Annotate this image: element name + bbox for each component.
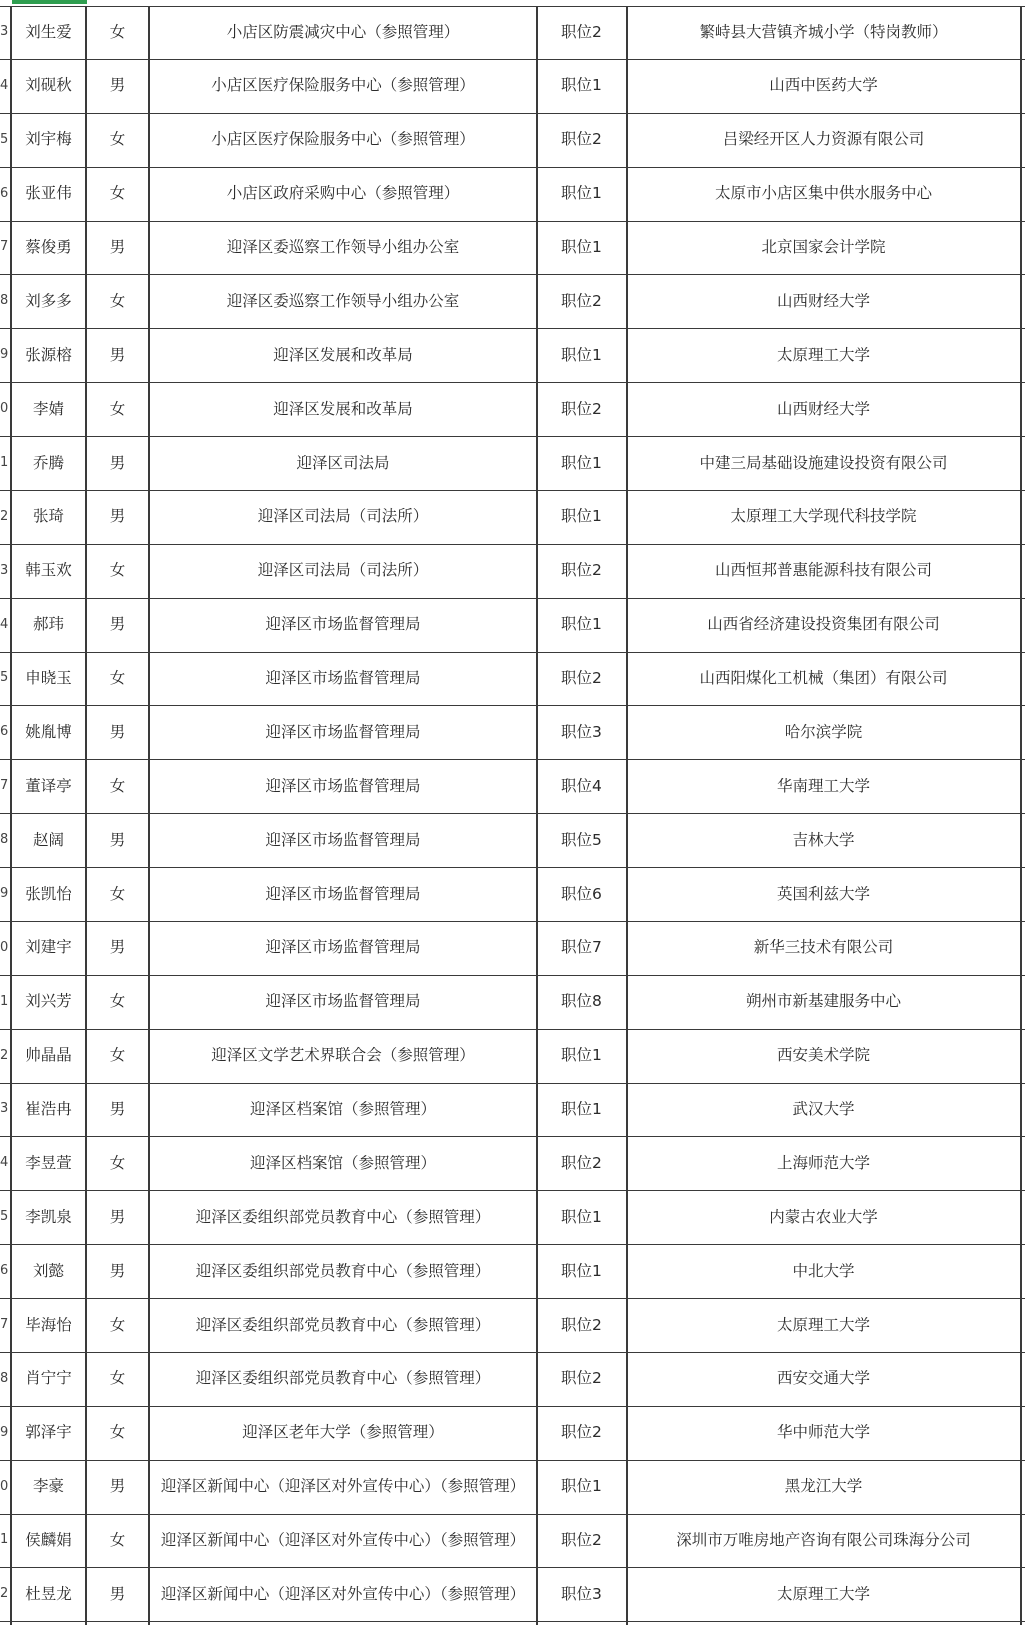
school-workplace-cell[interactable]: 繁峙县大营镇齐城小学（特岗教师） bbox=[699, 23, 948, 42]
position-cell[interactable]: 职位2 bbox=[561, 1315, 602, 1334]
employer-unit-cell[interactable]: 迎泽区市场监督管理局 bbox=[265, 615, 421, 634]
grid-line bbox=[85, 6, 87, 1625]
row-index-cell[interactable]: 6 bbox=[0, 724, 9, 740]
position-cell[interactable]: 职位6 bbox=[561, 884, 602, 903]
employer-unit-cell[interactable]: 小店区医疗保险服务中心（参照管理） bbox=[211, 130, 475, 149]
employer-unit-cell[interactable]: 迎泽区委组织部党员教育中心（参照管理） bbox=[195, 1207, 491, 1226]
table-row[interactable] bbox=[0, 383, 1025, 437]
row-index-cell[interactable]: 7 bbox=[0, 239, 9, 255]
name-cell[interactable]: 乔腾 bbox=[32, 453, 64, 472]
table-row[interactable] bbox=[0, 329, 1025, 383]
row-index-cell[interactable]: 0 bbox=[0, 939, 9, 955]
school-workplace-cell[interactable]: 北京国家会计学院 bbox=[761, 238, 886, 257]
table-row[interactable] bbox=[0, 1030, 1025, 1084]
table-row[interactable] bbox=[0, 653, 1025, 707]
position-cell[interactable]: 职位1 bbox=[561, 238, 602, 257]
table-row[interactable] bbox=[0, 814, 1025, 868]
row-index-cell[interactable]: 1 bbox=[0, 454, 9, 470]
gender-cell[interactable]: 女 bbox=[109, 1153, 126, 1172]
position-cell[interactable]: 职位1 bbox=[561, 507, 602, 526]
position-cell[interactable]: 职位2 bbox=[561, 291, 602, 310]
position-cell[interactable]: 职位5 bbox=[561, 830, 602, 849]
gender-cell[interactable]: 女 bbox=[109, 1369, 126, 1388]
row-index-cell[interactable]: 7 bbox=[0, 778, 9, 794]
name-cell[interactable]: 刘宇梅 bbox=[25, 130, 72, 149]
school-workplace-cell[interactable]: 山西阳煤化工机械（集团）有限公司 bbox=[699, 669, 948, 688]
table-row[interactable] bbox=[0, 976, 1025, 1030]
employer-unit-cell[interactable]: 迎泽区委组织部党员教育中心（参照管理） bbox=[195, 1315, 491, 1334]
employer-unit-cell[interactable]: 迎泽区委组织部党员教育中心（参照管理） bbox=[195, 1261, 491, 1280]
table-row[interactable] bbox=[0, 1191, 1025, 1245]
employer-unit-cell[interactable]: 迎泽区新闻中心（迎泽区对外宣传中心）（参照管理） bbox=[160, 1531, 526, 1550]
table-row[interactable] bbox=[0, 1353, 1025, 1407]
gender-cell[interactable]: 男 bbox=[109, 76, 126, 95]
table-row[interactable] bbox=[0, 1245, 1025, 1299]
gender-cell[interactable]: 男 bbox=[109, 1207, 126, 1226]
employer-unit-cell[interactable]: 迎泽区市场监督管理局 bbox=[265, 776, 421, 795]
position-cell[interactable]: 职位2 bbox=[561, 1153, 602, 1172]
gender-cell[interactable]: 男 bbox=[109, 1100, 126, 1119]
gender-cell[interactable]: 男 bbox=[109, 238, 126, 257]
gender-cell[interactable]: 女 bbox=[109, 1046, 126, 1065]
school-workplace-cell[interactable]: 山西财经大学 bbox=[776, 399, 870, 418]
row-index-cell[interactable]: 2 bbox=[0, 508, 9, 524]
name-cell[interactable]: 郭泽宇 bbox=[25, 1423, 72, 1442]
employer-unit-cell[interactable]: 迎泽区司法局（司法所） bbox=[257, 561, 429, 580]
position-cell[interactable]: 职位3 bbox=[561, 722, 602, 741]
employer-unit-cell[interactable]: 迎泽区老年大学（参照管理） bbox=[242, 1423, 444, 1442]
name-cell[interactable]: 刘生爱 bbox=[25, 23, 72, 42]
name-cell[interactable]: 韩玉欢 bbox=[25, 561, 72, 580]
row-index-cell[interactable]: 9 bbox=[0, 1424, 9, 1440]
school-workplace-cell[interactable]: 英国利兹大学 bbox=[776, 884, 870, 903]
employer-unit-cell[interactable]: 小店区防震减灾中心（参照管理） bbox=[226, 23, 460, 42]
school-workplace-cell[interactable]: 中建三局基础设施建设投资有限公司 bbox=[699, 453, 948, 472]
gender-cell[interactable]: 男 bbox=[109, 1584, 126, 1603]
name-cell[interactable]: 蔡俊勇 bbox=[25, 238, 72, 257]
gender-cell[interactable]: 男 bbox=[109, 615, 126, 634]
table-row[interactable] bbox=[0, 1299, 1025, 1353]
table-row[interactable] bbox=[0, 868, 1025, 922]
school-workplace-cell[interactable]: 太原理工大学 bbox=[776, 1584, 870, 1603]
table-row[interactable] bbox=[0, 1407, 1025, 1461]
employer-unit-cell[interactable]: 迎泽区市场监督管理局 bbox=[265, 722, 421, 741]
gender-cell[interactable]: 女 bbox=[109, 399, 126, 418]
gender-cell[interactable]: 男 bbox=[109, 1477, 126, 1496]
school-workplace-cell[interactable]: 西安交通大学 bbox=[776, 1369, 870, 1388]
gender-cell[interactable]: 男 bbox=[109, 507, 126, 526]
name-cell[interactable]: 张凯怡 bbox=[25, 884, 72, 903]
position-cell[interactable]: 职位2 bbox=[561, 130, 602, 149]
employer-unit-cell[interactable]: 迎泽区市场监督管理局 bbox=[265, 992, 421, 1011]
gender-cell[interactable]: 女 bbox=[109, 561, 126, 580]
row-index-cell[interactable]: 6 bbox=[0, 1263, 9, 1279]
school-workplace-cell[interactable]: 吉林大学 bbox=[792, 830, 855, 849]
position-cell[interactable]: 职位7 bbox=[561, 938, 602, 957]
name-cell[interactable]: 刘砚秋 bbox=[25, 76, 72, 95]
selected-column-indicator bbox=[12, 0, 87, 4]
school-workplace-cell[interactable]: 华南理工大学 bbox=[776, 776, 870, 795]
table-row[interactable] bbox=[0, 437, 1025, 491]
table-row[interactable] bbox=[0, 6, 1025, 60]
employer-unit-cell[interactable]: 迎泽区委组织部党员教育中心（参照管理） bbox=[195, 1369, 491, 1388]
position-cell[interactable]: 职位1 bbox=[561, 1207, 602, 1226]
row-index-cell[interactable]: 4 bbox=[0, 77, 9, 93]
employer-unit-cell[interactable]: 迎泽区市场监督管理局 bbox=[265, 884, 421, 903]
name-cell[interactable]: 赵阔 bbox=[32, 830, 64, 849]
row-index-cell[interactable]: 8 bbox=[0, 1370, 9, 1386]
school-workplace-cell[interactable]: 太原理工大学 bbox=[776, 345, 870, 364]
position-cell[interactable]: 职位1 bbox=[561, 1477, 602, 1496]
position-cell[interactable]: 职位2 bbox=[561, 669, 602, 688]
school-workplace-cell[interactable]: 吕梁经开区人力资源有限公司 bbox=[722, 130, 925, 149]
table-row[interactable] bbox=[0, 922, 1025, 976]
name-cell[interactable]: 李婧 bbox=[32, 399, 64, 418]
name-cell[interactable]: 董译亭 bbox=[25, 776, 72, 795]
name-cell[interactable]: 刘建宇 bbox=[25, 938, 72, 957]
gender-cell[interactable]: 女 bbox=[109, 184, 126, 203]
row-index-cell[interactable]: 1 bbox=[0, 993, 9, 1009]
row-index-cell[interactable]: 0 bbox=[0, 401, 9, 417]
table-row[interactable] bbox=[0, 1568, 1025, 1622]
row-index-cell[interactable]: 3 bbox=[0, 562, 9, 578]
employer-unit-cell[interactable]: 迎泽区新闻中心（迎泽区对外宣传中心）（参照管理） bbox=[160, 1477, 526, 1496]
table-row[interactable] bbox=[0, 114, 1025, 168]
school-workplace-cell[interactable]: 朔州市新基建服务中心 bbox=[745, 992, 901, 1011]
gender-cell[interactable]: 男 bbox=[109, 938, 126, 957]
school-workplace-cell[interactable]: 武汉大学 bbox=[792, 1100, 855, 1119]
name-cell[interactable]: 李豪 bbox=[32, 1477, 64, 1496]
position-cell[interactable]: 职位1 bbox=[561, 1100, 602, 1119]
name-cell[interactable]: 姚胤博 bbox=[25, 722, 72, 741]
gender-cell[interactable]: 女 bbox=[109, 776, 126, 795]
name-cell[interactable]: 刘多多 bbox=[25, 291, 72, 310]
row-index-cell[interactable]: 9 bbox=[0, 347, 9, 363]
row-index-cell[interactable]: 7 bbox=[0, 1316, 9, 1332]
school-workplace-cell[interactable]: 山西恒邦普惠能源科技有限公司 bbox=[714, 561, 932, 580]
school-workplace-cell[interactable]: 山西省经济建设投资集团有限公司 bbox=[707, 615, 940, 634]
position-cell[interactable]: 职位1 bbox=[561, 453, 602, 472]
position-cell[interactable]: 职位2 bbox=[561, 1369, 602, 1388]
position-cell[interactable]: 职位4 bbox=[561, 776, 602, 795]
row-index-cell[interactable]: 4 bbox=[0, 1155, 9, 1171]
table-row[interactable] bbox=[0, 706, 1025, 760]
position-cell[interactable]: 职位1 bbox=[561, 1261, 602, 1280]
grid-line bbox=[1020, 6, 1022, 1625]
row-index-cell[interactable]: 5 bbox=[0, 670, 9, 686]
row-index-cell[interactable]: 9 bbox=[0, 885, 9, 901]
roster-table bbox=[0, 6, 1025, 1622]
employer-unit-cell[interactable]: 迎泽区司法局（司法所） bbox=[257, 507, 429, 526]
name-cell[interactable]: 申晓玉 bbox=[25, 669, 72, 688]
name-cell[interactable]: 侯麟娟 bbox=[25, 1531, 72, 1550]
table-row[interactable] bbox=[0, 599, 1025, 653]
position-cell[interactable]: 职位2 bbox=[561, 23, 602, 42]
school-workplace-cell[interactable]: 新华三技术有限公司 bbox=[753, 938, 894, 957]
school-workplace-cell[interactable]: 内蒙古农业大学 bbox=[769, 1207, 878, 1226]
table-row[interactable] bbox=[0, 1461, 1025, 1515]
school-workplace-cell[interactable]: 上海师范大学 bbox=[776, 1153, 870, 1172]
name-cell[interactable]: 郝玮 bbox=[32, 615, 64, 634]
row-index-cell[interactable]: 2 bbox=[0, 1586, 9, 1602]
gender-cell[interactable]: 女 bbox=[109, 130, 126, 149]
name-cell[interactable]: 张琦 bbox=[32, 507, 64, 526]
name-cell[interactable]: 杜昱龙 bbox=[25, 1584, 72, 1603]
row-index-cell[interactable]: 5 bbox=[0, 131, 9, 147]
school-workplace-cell[interactable]: 太原理工大学 bbox=[776, 1315, 870, 1334]
position-cell[interactable]: 职位2 bbox=[561, 1531, 602, 1550]
employer-unit-cell[interactable]: 迎泽区市场监督管理局 bbox=[265, 938, 421, 957]
school-workplace-cell[interactable]: 西安美术学院 bbox=[776, 1046, 870, 1065]
gender-cell[interactable]: 女 bbox=[109, 291, 126, 310]
position-cell[interactable]: 职位1 bbox=[561, 184, 602, 203]
gender-cell[interactable]: 女 bbox=[109, 1315, 126, 1334]
employer-unit-cell[interactable]: 小店区医疗保险服务中心（参照管理） bbox=[211, 76, 475, 95]
table-row[interactable] bbox=[0, 760, 1025, 814]
employer-unit-cell[interactable]: 迎泽区档案馆（参照管理） bbox=[249, 1100, 436, 1119]
name-cell[interactable]: 肖宁宁 bbox=[25, 1369, 72, 1388]
row-index-cell[interactable]: 4 bbox=[0, 616, 9, 632]
gender-cell[interactable]: 男 bbox=[109, 453, 126, 472]
grid-line bbox=[536, 6, 538, 1625]
gender-cell[interactable]: 女 bbox=[109, 669, 126, 688]
employer-unit-cell[interactable]: 迎泽区委巡察工作领导小组办公室 bbox=[226, 238, 460, 257]
employer-unit-cell[interactable]: 迎泽区新闻中心（迎泽区对外宣传中心）（参照管理） bbox=[160, 1584, 526, 1603]
grid-line bbox=[148, 6, 150, 1625]
row-index-cell[interactable]: 0 bbox=[0, 1478, 9, 1494]
name-cell[interactable]: 张源榕 bbox=[25, 345, 72, 364]
employer-unit-cell[interactable]: 迎泽区文学艺术界联合会（参照管理） bbox=[211, 1046, 475, 1065]
employer-unit-cell[interactable]: 迎泽区市场监督管理局 bbox=[265, 669, 421, 688]
name-cell[interactable]: 刘懿 bbox=[32, 1261, 64, 1280]
position-cell[interactable]: 职位2 bbox=[561, 1423, 602, 1442]
row-index-cell[interactable]: 6 bbox=[0, 185, 9, 201]
name-cell[interactable]: 毕海怡 bbox=[25, 1315, 72, 1334]
school-workplace-cell[interactable]: 太原市小店区集中供水服务中心 bbox=[714, 184, 932, 203]
employer-unit-cell[interactable]: 迎泽区委巡察工作领导小组办公室 bbox=[226, 291, 460, 310]
row-index-cell[interactable]: 1 bbox=[0, 1532, 9, 1548]
gender-cell[interactable]: 男 bbox=[109, 830, 126, 849]
name-cell[interactable]: 李昱萱 bbox=[25, 1153, 72, 1172]
table-row[interactable] bbox=[0, 1137, 1025, 1191]
employer-unit-cell[interactable]: 迎泽区市场监督管理局 bbox=[265, 830, 421, 849]
row-index-cell[interactable]: 2 bbox=[0, 1047, 9, 1063]
school-workplace-cell[interactable]: 山西中医药大学 bbox=[769, 76, 878, 95]
gender-cell[interactable]: 女 bbox=[109, 992, 126, 1011]
row-index-cell[interactable]: 8 bbox=[0, 832, 9, 848]
gender-cell[interactable]: 女 bbox=[109, 1423, 126, 1442]
name-cell[interactable]: 张亚伟 bbox=[25, 184, 72, 203]
position-cell[interactable]: 职位3 bbox=[561, 1584, 602, 1603]
gender-cell[interactable]: 男 bbox=[109, 345, 126, 364]
position-cell[interactable]: 职位1 bbox=[561, 345, 602, 364]
school-workplace-cell[interactable]: 华中师范大学 bbox=[776, 1423, 870, 1442]
gender-cell[interactable]: 男 bbox=[109, 722, 126, 741]
name-cell[interactable]: 李凯泉 bbox=[25, 1207, 72, 1226]
school-workplace-cell[interactable]: 太原理工大学现代科技学院 bbox=[730, 507, 917, 526]
school-workplace-cell[interactable]: 山西财经大学 bbox=[776, 291, 870, 310]
position-cell[interactable]: 职位8 bbox=[561, 992, 602, 1011]
table-row[interactable] bbox=[0, 545, 1025, 599]
position-cell[interactable]: 职位2 bbox=[561, 561, 602, 580]
employer-unit-cell[interactable]: 迎泽区司法局 bbox=[296, 453, 390, 472]
employer-unit-cell[interactable]: 小店区政府采购中心（参照管理） bbox=[226, 184, 460, 203]
row-index-cell[interactable]: 3 bbox=[0, 1101, 9, 1117]
table-row[interactable] bbox=[0, 222, 1025, 276]
table-row[interactable] bbox=[0, 168, 1025, 222]
row-index-cell[interactable]: 5 bbox=[0, 1209, 9, 1225]
table-row[interactable] bbox=[0, 491, 1025, 545]
school-workplace-cell[interactable]: 黑龙江大学 bbox=[784, 1477, 863, 1496]
employer-unit-cell[interactable]: 迎泽区发展和改革局 bbox=[273, 399, 413, 418]
name-cell[interactable]: 崔浩冉 bbox=[25, 1100, 72, 1119]
table-row[interactable] bbox=[0, 1515, 1025, 1569]
position-cell[interactable]: 职位1 bbox=[561, 615, 602, 634]
gender-cell[interactable]: 女 bbox=[109, 23, 126, 42]
table-row[interactable] bbox=[0, 275, 1025, 329]
table-row[interactable] bbox=[0, 1084, 1025, 1138]
gender-cell[interactable]: 男 bbox=[109, 1261, 126, 1280]
school-workplace-cell[interactable]: 中北大学 bbox=[792, 1261, 855, 1280]
grid-line bbox=[626, 6, 628, 1625]
row-index-cell[interactable]: 3 bbox=[0, 24, 9, 40]
table-row[interactable] bbox=[0, 60, 1025, 114]
name-cell[interactable]: 帅晶晶 bbox=[25, 1046, 72, 1065]
gender-cell[interactable]: 女 bbox=[109, 1531, 126, 1550]
position-cell[interactable]: 职位1 bbox=[561, 76, 602, 95]
school-workplace-cell[interactable]: 深圳市万唯房地产咨询有限公司珠海分公司 bbox=[676, 1531, 971, 1550]
name-cell[interactable]: 刘兴芳 bbox=[25, 992, 72, 1011]
employer-unit-cell[interactable]: 迎泽区档案馆（参照管理） bbox=[249, 1153, 436, 1172]
grid-line bbox=[10, 6, 12, 1625]
position-cell[interactable]: 职位1 bbox=[561, 1046, 602, 1065]
employer-unit-cell[interactable]: 迎泽区发展和改革局 bbox=[273, 345, 413, 364]
position-cell[interactable]: 职位2 bbox=[561, 399, 602, 418]
gender-cell[interactable]: 女 bbox=[109, 884, 126, 903]
school-workplace-cell[interactable]: 哈尔滨学院 bbox=[784, 722, 863, 741]
row-index-cell[interactable]: 8 bbox=[0, 293, 9, 309]
